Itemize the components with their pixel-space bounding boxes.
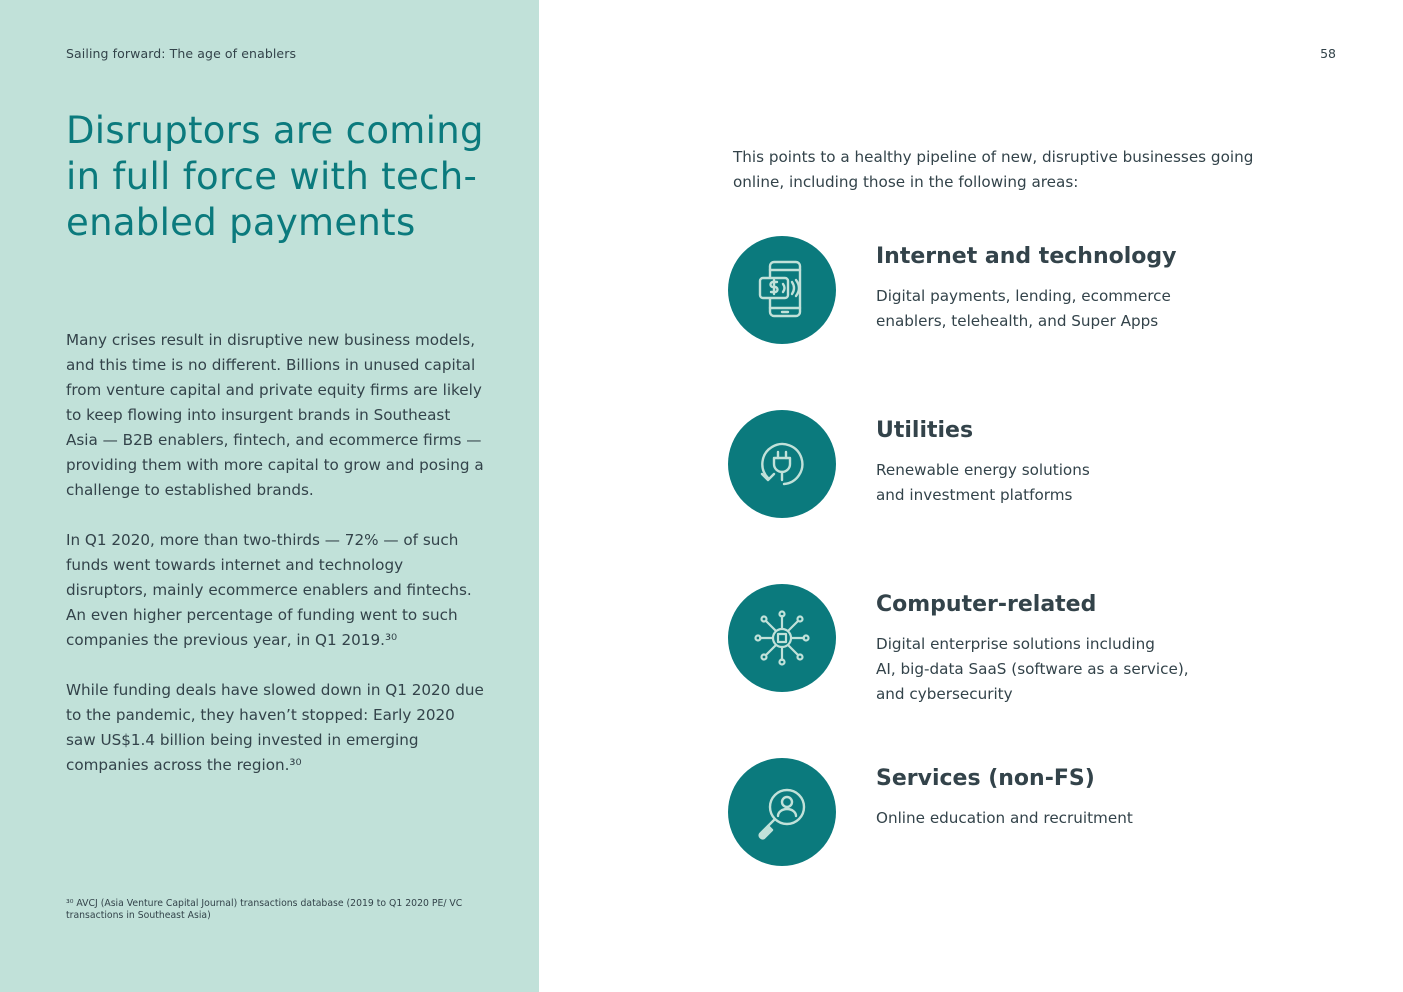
renewable-energy-plug-icon [752,434,812,494]
area-description: Online education and recruitment [876,809,1133,827]
area-icon-badge [728,410,836,518]
page-number: 58 [1320,46,1336,61]
area-utilities [728,410,1288,520]
running-head: Sailing forward: The age of enablers [66,46,297,61]
area-icon-badge [728,236,836,344]
area-title: Utilities [876,418,974,443]
area-description: Renewable energy solutions and investment platforms [876,461,1090,504]
area-icon-badge [728,758,836,866]
area-title: Services (non-FS) [876,766,1095,791]
page-headline: Disruptors are coming in full force with tech-enabled payments [66,109,484,244]
area-services-non-fs [728,758,1288,868]
intro-text: This points to a healthy pipeline of new, disruptive businesses going online, including those in the following areas: [733,148,1254,191]
body-paragraph-3: While funding deals have slowed down in Q1 2020 due to the pandemic, they haven’t stopped: Early 2020 saw US$1.4 billion being invested in emerging companies across the region.³⁰ [66,681,484,774]
area-title: Internet and technology [876,244,1177,269]
body-text-column [66,328,484,803]
footnote: ³⁰ AVCJ (Asia Venture Capital Journal) transactions database (2019 to Q1 2020 PE/ VC transactions in Southeast Asia) [66,898,463,921]
mobile-payment-icon [752,260,812,320]
body-paragraph-2: In Q1 2020, more than two-thirds — 72% — of such funds went towards internet and technology disruptors, mainly ecommerce enablers and fintechs. An even higher percentage of funding went to such companies the previous year, in Q1 2019.³⁰ [66,531,472,649]
chip-network-icon [752,608,812,668]
area-description: Digital payments, lending, ecommerce enablers, telehealth, and Super Apps [876,287,1171,330]
body-paragraph-1: Many crises result in disruptive new business models, and this time is no different. Billions in unused capital from venture capital and private equity firms are likely to keep flowing into insurgent brands in Southeast Asia — B2B enablers, fintech, and ecommerce firms — providing them with more capital to grow and posing a challenge to established brands. [66,331,484,499]
area-internet-technology [728,236,1288,346]
area-description: Digital enterprise solutions including AI, big-data SaaS (software as a service), and cybersecurity [876,635,1189,703]
area-title: Computer-related [876,592,1097,617]
person-search-icon [752,782,812,842]
area-computer-related [728,584,1288,703]
area-icon-badge [728,584,836,692]
